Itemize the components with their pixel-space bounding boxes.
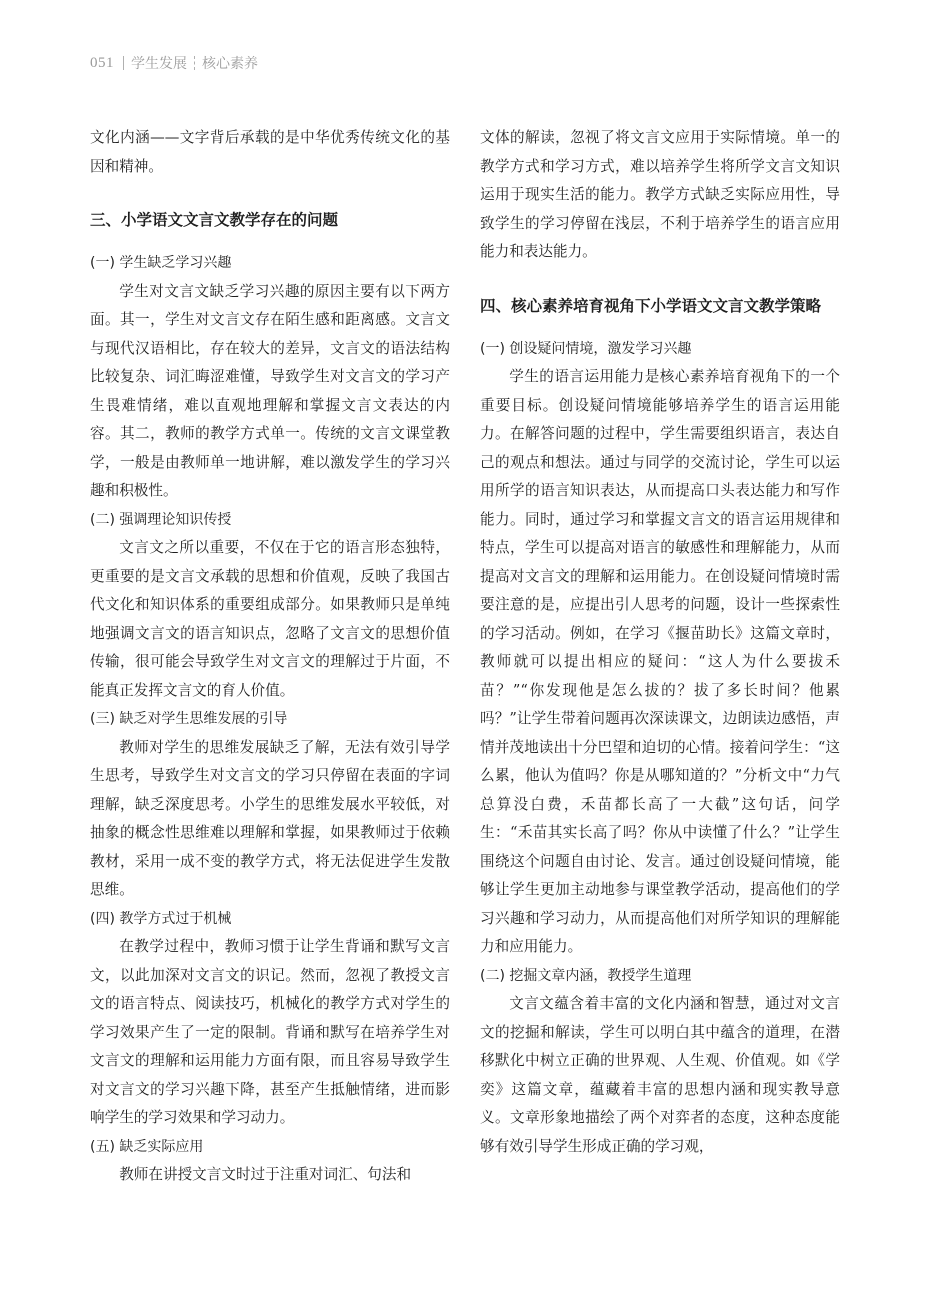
paragraph: 教师对学生的思维发展缺乏了解，无法有效引导学生思考，导致学生对文言文的学习只停留在表面的字词理解，缺乏深度思考。小学生的思维发展水平较低，对抽象的概念性思维难以理解和掌握，如果教师过于依赖教材，采用一成不变的教学方式，将无法促进学生发散思维。 xyxy=(90,738,450,898)
header-divider xyxy=(123,56,124,70)
header-subsection: 核心素养 xyxy=(202,56,258,72)
section-heading-4: 四、核心素养培育视角下小学语文文言文教学策略 xyxy=(480,296,822,315)
left-column xyxy=(90,124,450,1190)
paragraph: 文言文之所以重要，不仅在于它的语言形态独特，更重要的是文言文承载的思想和价值观，反映了我国古代文化和知识体系的重要组成部分。如果教师只是单纯地强调文言文的语言知识点，忽略了文言文的思想价值传输，很可能会导致学生对文言文的理解过于片面，不能真正发挥文言文的育人价值。 xyxy=(90,539,450,699)
page-number: 051 xyxy=(90,54,114,71)
paragraph: 文言文蕴含着丰富的文化内涵和智慧，通过对文言文的挖掘和解读，学生可以明白其中蕴含的道理，在潜移默化中树立正确的世界观、人生观、价值观。如《学奕》这篇文章，蕴藏着丰富的思想内涵和现实教导意义。文章形象地描绘了两个对弈者的态度，这种态度能够有效引导学生形成正确的学习观， xyxy=(480,995,840,1155)
subheading-lack-of-interest: (一) 学生缺乏学习兴趣 xyxy=(90,255,232,271)
subheading-theory-emphasis: (二) 强调理论知识传授 xyxy=(90,511,232,528)
paragraph: 学生的语言运用能力是核心素养培育视角下的一个重要目标。创设疑问情境能够培养学生的语言运用能力。在解答问题的过程中，学生需要组织语言，表达自己的观点和想法。通过与同学的交流讨论，学生可以运用所学的语言知识表达，从而提高口头表达能力和写作能力。同时，通过学习和掌握文言文的语言运用规律和特点，学生可以提高对语言的敏感性和理解能力，从而提高对文言文的理解和运用能力。在创设疑问情境时需要注意的是，应提出引人思考的问题，设计一些探索性的学习活动。例如，在学习《揠苗助长》这篇文章时，教师就可以提出相应的疑问：“这人为什么要拔禾苗？”“你发现他是怎么拔的？拔了多长时间？他累吗？”让学生带着问题再次深读课文，边朗读边感悟，声情并茂地读出十分巴望和迫切的心情。接着问学生：“这么累，他认为值吗？你是从哪知道的？”分析文中“力气总算没白费，禾苗都长高了一大截”这句话，问学生：“禾苗其实长高了吗？你从中读懂了什么？”让学生围绕这个问题自由讨论、发言。通过创设疑问情境，能够让学生更加主动地参与课堂教学活动，提高他们的学习兴趣和学习动力，从而提高他们对所学知识的理解能力和应用能力。 xyxy=(480,368,840,955)
subheading-question-situations: (一) 创设疑问情境，激发学习兴趣 xyxy=(480,340,692,357)
subheading-mechanical-teaching: (四) 教学方式过于机械 xyxy=(90,910,232,927)
paragraph: 学生对文言文缺乏学习兴趣的原因主要有以下两方面。其一，学生对文言文存在陌生感和距离感。文言文与现代汉语相比，存在较大的差异，文言文的语法结构比较复杂、词汇晦涩难懂，导致学生对文言文的学习产生畏难情绪，难以直观地理解和掌握文言文表达的内容。其二，教师的教学方式单一。传统的文言文课堂教学，一般是由教师单一地讲解，难以激发学生的学习兴趣和积极性。 xyxy=(90,282,450,499)
subheading-thinking-guidance: (三) 缺乏对学生思维发展的引导 xyxy=(90,711,288,727)
header-section: 学生发展 xyxy=(131,56,187,72)
subheading-article-connotation: (二) 挖掘文章内涵，教授学生道理 xyxy=(480,967,692,984)
section-heading-3: 三、小学语文文言文教学存在的问题 xyxy=(90,211,339,229)
paragraph-continued: 文体的解读，忽视了将文言文应用于实际情境。单一的教学方式和学习方式，难以培养学生将所学文言文知识运用于现实生活的能力。教学方式缺乏实际应用性，导致学生的学习停留在浅层，不利于培养学生的语言应用能力和表达能力。 xyxy=(480,129,840,260)
running-header xyxy=(90,52,258,74)
paragraph: 在教学过程中，教师习惯于让学生背诵和默写文言文，以此加深对文言文的识记。然而，忽视了教授文言文的语言特点、阅读技巧，机械化的教学方式对学生的学习效果产生了一定的限制。背诵和默写在培养学生对文言文的理解和运用能力方面有限，而且容易导致学生对文言文的学习兴趣下降，甚至产生抵触情绪，进而影响学生的学习效果和学习动力。 xyxy=(90,938,450,1126)
subheading-practical-application: (五) 缺乏实际应用 xyxy=(90,1138,204,1155)
right-column xyxy=(480,124,840,1161)
paragraph: 教师在讲授文言文时过于注重对词汇、句法和 xyxy=(119,1166,412,1183)
paragraph-continued: 文化内涵——文字背后承载的是中华优秀传统文化的基因和精神。 xyxy=(90,129,450,175)
header-dashed-divider xyxy=(194,56,195,70)
